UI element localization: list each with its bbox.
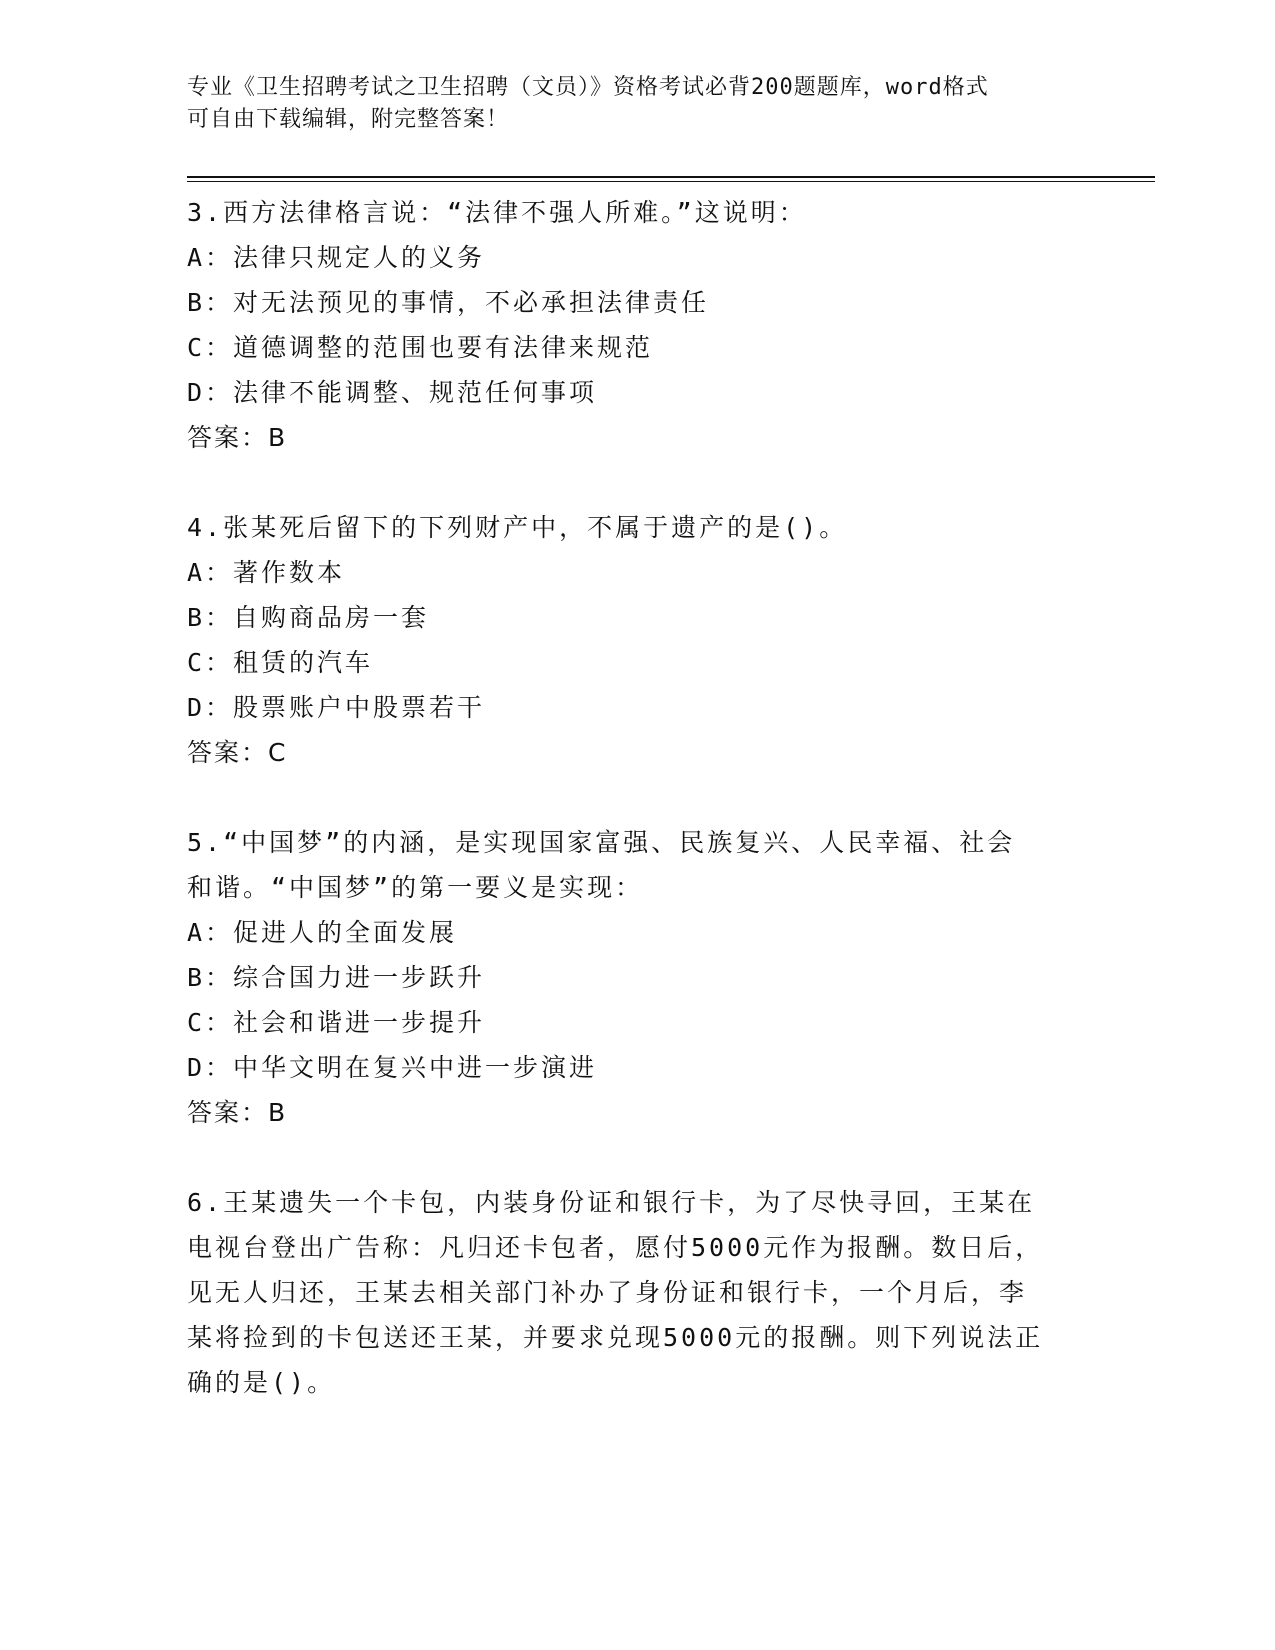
header-divider	[187, 176, 1155, 182]
option-b: B：对无法预见的事情，不必承担法律责任	[187, 288, 710, 317]
option-a: A：促进人的全面发展	[187, 918, 458, 947]
option-a: A：法律只规定人的义务	[187, 243, 486, 272]
document-header	[187, 72, 1067, 136]
question-stem-line-4: 某将捡到的卡包送还王某，并要求兑现5000元的报酬。则下列说法正	[187, 1323, 1044, 1352]
question-stem-line-2: 电视台登出广告称：凡归还卡包者，愿付5000元作为报酬。数日后，	[187, 1233, 1044, 1262]
question-3	[187, 190, 1087, 460]
question-list	[187, 190, 1087, 1450]
option-c: C：租赁的汽车	[187, 648, 374, 677]
question-stem-line-1: 5.“中国梦”的内涵，是实现国家富强、民族复兴、人民幸福、社会	[187, 828, 1016, 857]
option-b: B：综合国力进一步跃升	[187, 963, 486, 992]
option-d: D：法律不能调整、规范任何事项	[187, 378, 598, 407]
option-c: C：社会和谐进一步提升	[187, 1008, 486, 1037]
option-c: C：道德调整的范围也要有法律来规范	[187, 333, 654, 362]
option-d: D：股票账户中股票若干	[187, 693, 486, 722]
question-stem: 3.西方法律格言说：“法律不强人所难。”这说明：	[187, 198, 807, 227]
question-stem-line-1: 6.王某遗失一个卡包，内装身份证和银行卡，为了尽快寻回，王某在	[187, 1188, 1036, 1217]
question-6	[187, 1180, 1087, 1405]
question-stem-line-2: 和谐。“中国梦”的第一要义是实现：	[187, 873, 644, 902]
question-4	[187, 505, 1087, 775]
question-5	[187, 820, 1087, 1135]
option-d: D：中华文明在复兴中进一步演进	[187, 1053, 598, 1082]
option-a: A：著作数本	[187, 558, 346, 587]
question-stem-line-5: 确的是()。	[187, 1368, 336, 1397]
header-line-1: 专业《卫生招聘考试之卫生招聘（文员）》资格考试必背200题题库，word格式	[187, 75, 989, 100]
header-line-2: 可自由下载编辑，附完整答案！	[187, 107, 510, 132]
answer-line: 答案：B	[187, 1098, 288, 1127]
answer-line: 答案：C	[187, 738, 288, 767]
question-stem-line-3: 见无人归还，王某去相关部门补办了身份证和银行卡，一个月后，李	[187, 1278, 1028, 1307]
option-b: B：自购商品房一套	[187, 603, 430, 632]
question-stem: 4.张某死后留下的下列财产中，不属于遗产的是()。	[187, 513, 848, 542]
answer-line: 答案：B	[187, 423, 288, 452]
